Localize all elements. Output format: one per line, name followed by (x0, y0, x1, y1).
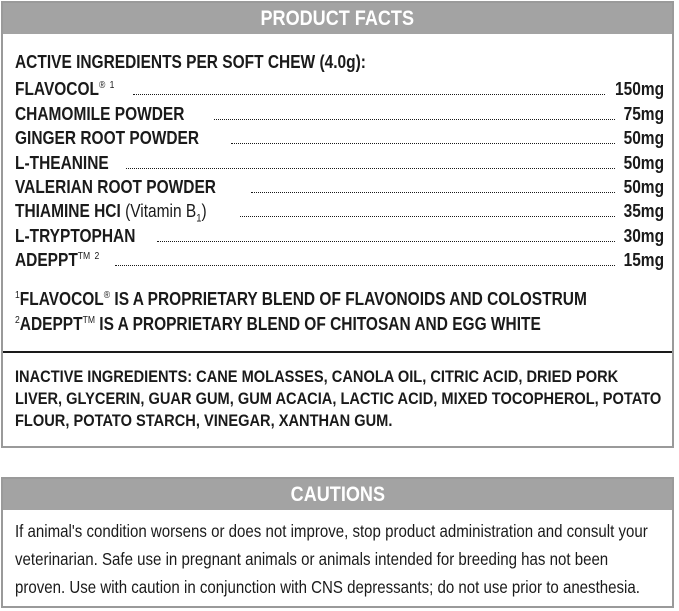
ingredient-row (15, 174, 664, 198)
ingredient-amount: 50mg (623, 176, 664, 197)
dot-leader (126, 168, 615, 169)
ingredient-name: FLAVOCOL (15, 79, 99, 100)
footnote-2: $^2$ADEPPT™ IS A PROPRIETARY BLEND OF CHITOSAN AND EGG WHITE (15, 314, 541, 334)
dot-leader (240, 216, 615, 217)
ingredient-amount: 75mg (623, 103, 664, 124)
ingredient-row (15, 125, 664, 149)
section-divider (3, 351, 672, 353)
ingredient-amount: 50mg (623, 128, 664, 149)
ingredient-amount: 15mg (623, 250, 664, 271)
ingredient-name: ADEPPT (15, 250, 78, 271)
footnote-1: $^1$FLAVOCOL® IS A PROPRIETARY BLEND OF FLAVONOIDS AND COLOSTRUM (15, 289, 587, 309)
cautions-text: If animal's condition worsens or does not improve, stop product administration and consult your veterinarian. Safe use in pregnant animals or animals intended for breeding has not been proven. Use with caution in conjunction with CNS depressants; do not use prior to anesthesia. (15, 521, 648, 597)
ingredient-row (15, 247, 664, 271)
ingredient-name: THIAMINE HCI (15, 201, 121, 222)
dot-leader (157, 241, 615, 242)
ingredient-name: CHAMOMILE POWDER (15, 103, 185, 124)
ingredient-name: L-THEANINE (15, 152, 109, 173)
registered-mark: ® (98, 80, 106, 92)
product-facts-header-bar (3, 3, 672, 34)
cautions-panel (1, 477, 674, 608)
ingredient-amount: 150mg (614, 79, 664, 100)
footnote-ref: 2 (94, 251, 100, 263)
ingredient-paren: (Vitamin $B_1$) (125, 201, 207, 225)
ingredient-amount: 30mg (623, 225, 664, 246)
dot-leader (115, 265, 615, 266)
inactive-ingredients: INACTIVE INGREDIENTS: CANE MOLASSES, CANOLA OIL, CITRIC ACID, DRIED PORK LIVER, GLYCERIN, GUAR GUM, GUM ACACIA, LACTIC ACID, MIXED TOCOPHEROL, POTATO FLOUR, POTATO STARCH, VINEGAR, XANTHAN GUM. (15, 367, 662, 430)
ingredient-amount: 35mg (623, 201, 664, 222)
active-ingredients-heading: ACTIVE INGREDIENTS PER SOFT CHEW (4.0g): (15, 52, 366, 72)
dot-leader (231, 143, 615, 144)
ingredient-name: VALERIAN ROOT POWDER (15, 176, 216, 197)
cautions-header-bar (3, 479, 672, 510)
ingredient-row (15, 76, 664, 100)
ingredient-row (15, 222, 664, 246)
ingredient-row (15, 149, 664, 173)
footnote-ref: 1 (109, 80, 115, 92)
ingredient-row (15, 198, 664, 225)
ingredient-row (15, 100, 664, 124)
trademark-mark: TM (77, 251, 91, 263)
product-facts-title: PRODUCT FACTS (260, 7, 415, 30)
dot-leader (214, 119, 615, 120)
ingredient-amount: 50mg (623, 152, 664, 173)
dot-leader (133, 94, 605, 95)
ingredient-name: GINGER ROOT POWDER (15, 128, 200, 149)
dot-leader (251, 192, 615, 193)
ingredient-name: L-TRYPTOPHAN (15, 225, 136, 246)
product-facts-panel (1, 1, 674, 448)
cautions-title: CAUTIONS (290, 483, 385, 506)
ingredient-list (15, 76, 664, 271)
